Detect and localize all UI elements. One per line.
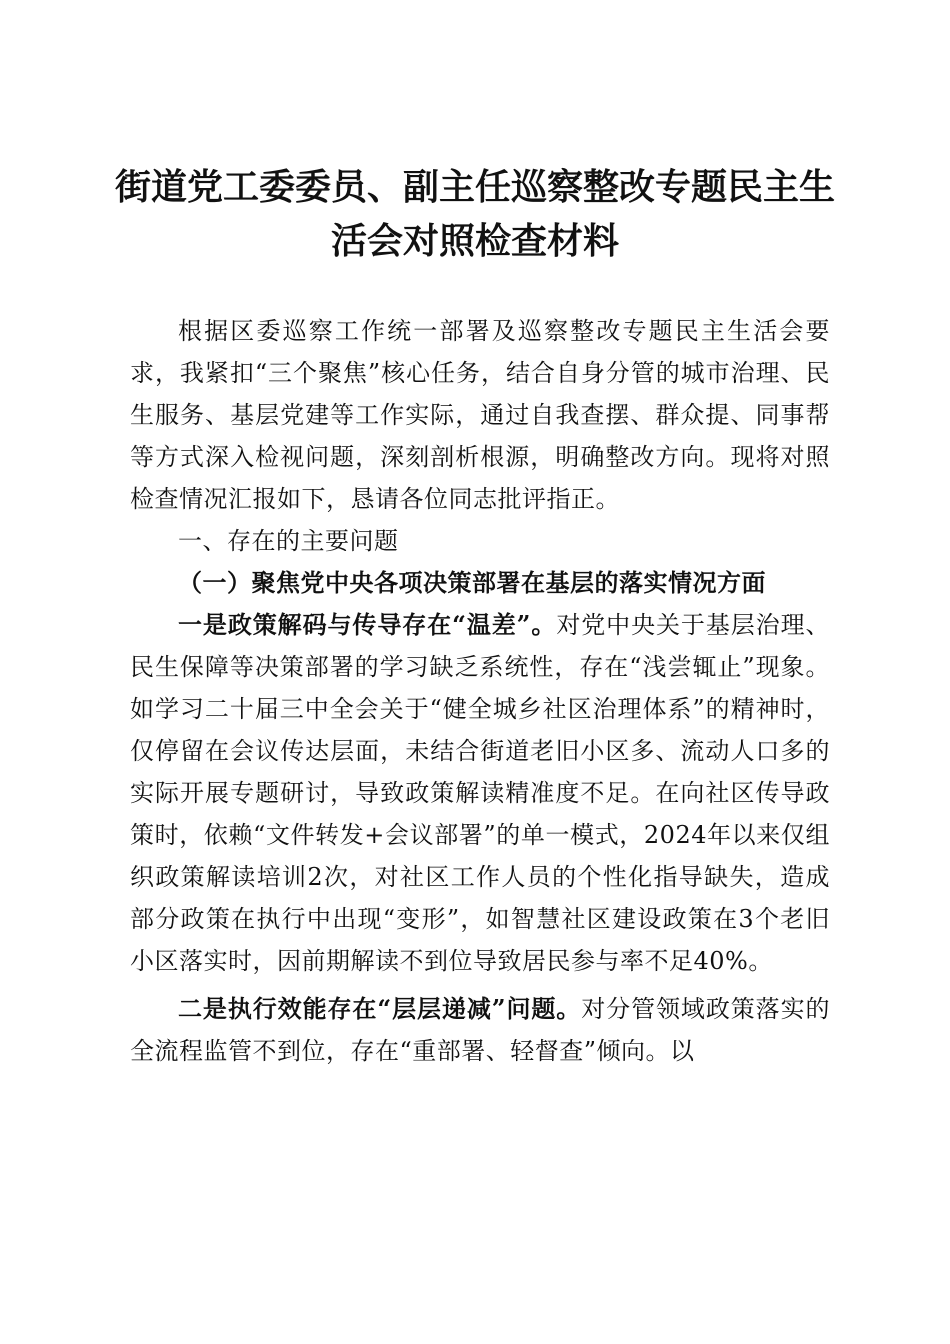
point-1-text: 对党中央关于基层治理、民生保障等决策部署的学习缺乏系统性，存在“浅尝辄止”现象。如学习二十届三中全会关于“健全城乡社区治理体系”的精神时，仅停留在会议传达层面，未结合街道老旧小区多、流动人口多的实际开展专题研讨，导致政策解读精准度不足。在向社区传导政策时，依赖“文件转发+会议部署”的单一模式，2024年以来仅组织政策解读培训2次，对社区工作人员的个性化指导缺失，造成部分政策在执行中出现“变形”，如智慧社区建设政策在3个老旧小区落实时，因前期解读不到位导致居民参与率不足40%。 [130,611,831,975]
point-2-lead: 二是执行效能存在“层层递减”问题。 [178,994,582,1023]
intro-paragraph: 根据区委巡察工作统一部署及巡察整改专题民主生活会要求，我紧扣“三个聚焦”核心任务，结合自身分管的城市治理、民生服务、基层党建等工作实际，通过自我查摆、群众提、同事帮等方式深入检视问题，深刻剖析根源，明确整改方向。现将对照检查情况汇报如下，恳请各位同志批评指正。 [130,317,830,513]
section-heading: 一、存在的主要问题 [178,527,399,555]
point-2-text: 对分管领域政策落实的全流程监管不到位，存在“重部署、轻督查”倾向。以 [130,995,831,1065]
title-line-2: 活会对照检查材料 [330,220,619,262]
point-2-paragraph [130,988,830,1072]
document-body [130,310,830,1072]
point-1-lead: 一是政策解码与传导存在“温差”。 [178,610,557,639]
title-line-1: 街道党工委委员、副主任巡察整改专题民主生 [114,166,835,208]
point-1-paragraph [130,604,830,982]
subsection-heading: （一）聚焦党中央各项决策部署在基层的落实情况方面 [178,568,766,597]
document-title [110,160,840,268]
